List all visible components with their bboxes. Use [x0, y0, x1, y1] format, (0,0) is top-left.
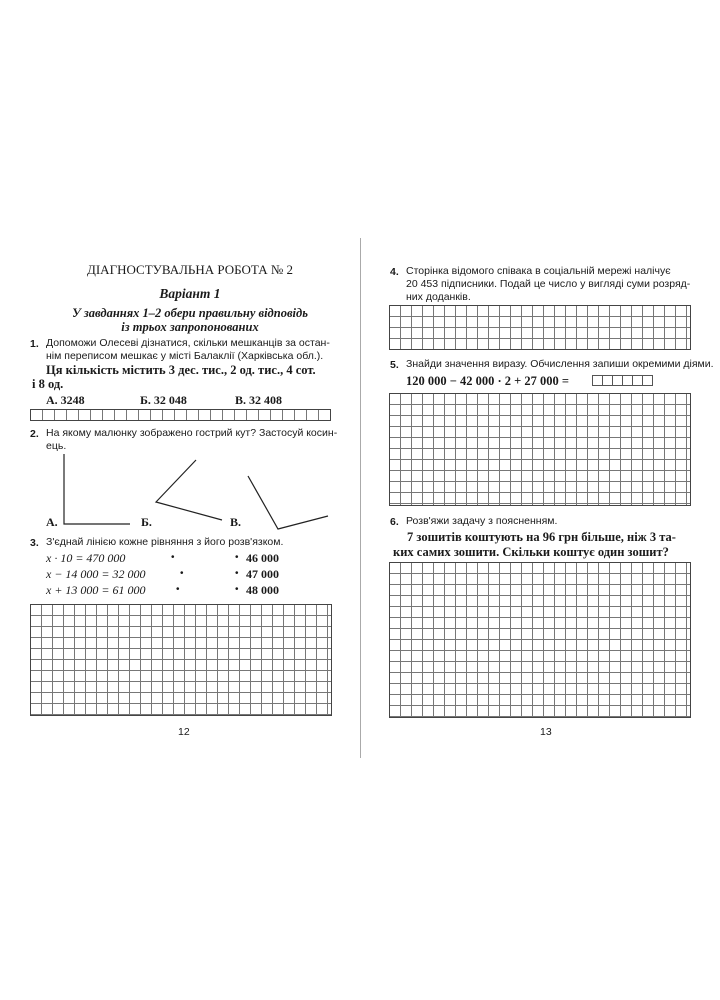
angle-c	[248, 476, 328, 529]
answer-2-dot[interactable]: •	[235, 568, 239, 579]
answer-grid[interactable]	[389, 562, 691, 718]
task4-text	[406, 265, 696, 304]
instruction-line-2: із трьох запропонованих	[121, 320, 259, 334]
equation-1[interactable]: x · 10 = 470 000	[46, 551, 126, 565]
equation-3[interactable]: x + 13 000 = 61 000	[46, 583, 146, 597]
task1-text-line-1: Допоможи Олесеві дізнатися, скільки мешканців за остан-	[46, 337, 330, 349]
equation-3-dot[interactable]: •	[176, 584, 180, 595]
answer-2: 47 000	[246, 567, 279, 581]
task6-problem	[393, 530, 695, 560]
task-number: 1.	[30, 338, 39, 350]
page-gutter	[360, 238, 361, 758]
answer-1: 46 000	[246, 551, 279, 565]
instruction	[30, 306, 350, 334]
task1-statement-line-1: Ця кількість містить 3 дес. тис., 2 од. тис., 4 сот.	[46, 363, 316, 377]
task-number: 4.	[390, 266, 399, 278]
instruction-line-1: У завданнях 1–2 обери правильну відповідь	[72, 306, 308, 320]
angle-b-label[interactable]: Б.	[141, 515, 152, 529]
equation-1-dot[interactable]: •	[171, 552, 175, 563]
answer-boxes[interactable]	[593, 375, 653, 386]
task-number: 5.	[390, 359, 399, 371]
task6-problem-line-1: 7 зошитів коштують на 96 грн більше, ніж 3 та-	[407, 530, 676, 544]
angle-a-label[interactable]: А.	[46, 515, 58, 529]
answer-strip[interactable]	[30, 409, 331, 421]
equation-2[interactable]: x − 14 000 = 32 000	[46, 567, 146, 581]
task-number: 2.	[30, 428, 39, 440]
task-number: 3.	[30, 537, 39, 549]
task3-text: З'єднай лінією кожне рівняння з його розв'язком.	[46, 536, 284, 548]
task4-text-line-3: них доданків.	[406, 291, 471, 303]
angles-figure	[30, 450, 340, 535]
task2-text-line-2: ець.	[46, 440, 67, 452]
task1-statement	[32, 363, 346, 391]
equation-2-dot[interactable]: •	[180, 568, 184, 579]
task2-text-line-1: На якому малюнку зображено гострий кут? Застосуй косин-	[46, 427, 338, 439]
task6-problem-line-2: ких самих зошити. Скільки коштує один зошит?	[393, 545, 669, 559]
answer-grid[interactable]	[30, 604, 332, 716]
answer-3-dot[interactable]: •	[235, 584, 239, 595]
task6-text: Розв'яжи задачу з поясненням.	[406, 515, 558, 527]
task5-expression: 120 000 − 42 000 · 2 + 27 000 =	[406, 374, 570, 388]
answer-grid[interactable]	[389, 393, 691, 506]
task1-option-c[interactable]: В. 32 408	[235, 393, 283, 407]
answer-grid[interactable]	[389, 305, 691, 350]
task1-text	[46, 337, 346, 363]
task5-text: Знайди значення виразу. Обчислення запиши окремими діями.	[406, 358, 714, 370]
answer-1-dot[interactable]: •	[235, 552, 239, 563]
angle-a	[64, 454, 130, 524]
task1-option-a[interactable]: А. 3248	[46, 393, 85, 407]
page-number: 12	[178, 726, 190, 738]
page-number: 13	[540, 726, 552, 738]
variant-title: Варіант 1	[159, 286, 221, 301]
task1-statement-line-2: і 8 од.	[32, 377, 64, 391]
task4-text-line-2: 20 453 підписники. Подай це число у вигляді суми розряд-	[406, 278, 691, 290]
answer-3: 48 000	[246, 583, 279, 597]
task1-text-line-2: нім переписом мешкає у місті Балаклії (Харківська обл.).	[46, 350, 324, 362]
task4-text-line-1: Сторінка відомого співака в соціальній мережі налічує	[406, 265, 671, 277]
angle-c-label[interactable]: В.	[230, 515, 242, 529]
task1-option-b[interactable]: Б. 32 048	[140, 393, 187, 407]
task-number: 6.	[390, 516, 399, 528]
angle-b	[156, 460, 222, 520]
page-title: ДІАГНОСТУВАЛЬНА РОБОТА № 2	[86, 262, 294, 277]
